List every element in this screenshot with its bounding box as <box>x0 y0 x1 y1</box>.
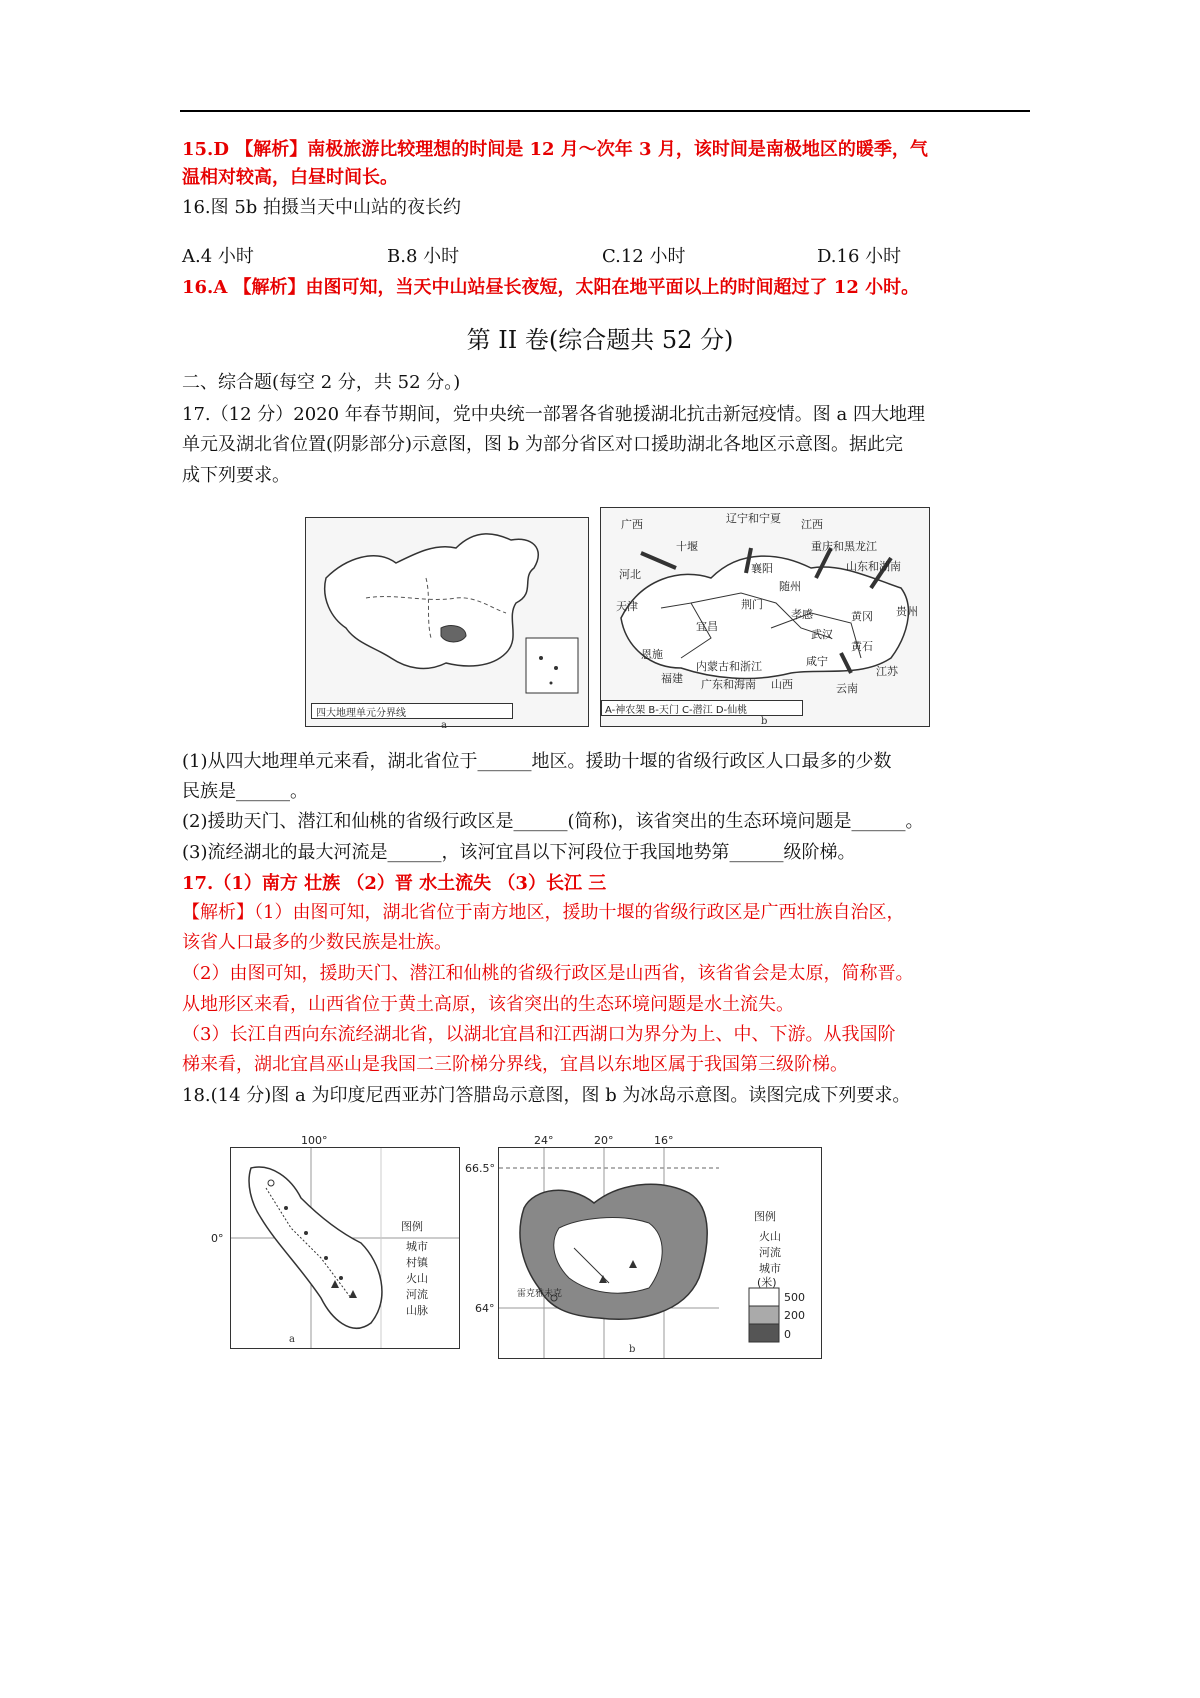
section-title: 第 II 卷(综合题共 52 分) <box>466 326 734 354</box>
figure-a-legend-box <box>311 703 513 719</box>
elevation-0: 0 <box>784 1328 791 1341</box>
figure-b-caption: b <box>761 716 768 727</box>
map-label: 广西 <box>621 518 643 531</box>
legend-title: 图例 <box>401 1220 423 1233</box>
map-label: 内蒙古和浙江 <box>696 660 762 673</box>
latitude-label: 0° <box>211 1232 224 1245</box>
map-label: 贵州 <box>896 605 918 618</box>
figure-b-legend: A-神农架 B-天门 C-潜江 D-仙桃 <box>605 705 748 716</box>
q17-sub1-a: (1)从四大地理单元来看，湖北省位于______地区。援助十堰的省级行政区人口最多的少数 <box>182 751 892 772</box>
legend-city: 城市 <box>759 1262 781 1275</box>
map-label: 孝感 <box>791 608 813 621</box>
q15-answer-cont: 温相对较高，白昼时间长。 <box>182 167 398 188</box>
q17-explanation-3a: （3）长江自西向东流经湖北省，以湖北宜昌和江西湖口为界分为上、中、下游。从我国阶 <box>182 1024 896 1045</box>
figure-b-legend-box <box>601 700 803 716</box>
q16-answer: 16.A 【解析】由图可知，当天中山站昼长夜短，太阳在地平面以上的时间超过了 12 小时。 <box>182 277 920 298</box>
figure-a-legend: 四大地理单元分界线 <box>316 708 406 719</box>
map-label: 随州 <box>779 580 801 593</box>
legend-unit: (米) <box>757 1276 777 1289</box>
figure-a-caption: a <box>289 1334 295 1345</box>
map-label: 咸宁 <box>806 655 828 668</box>
q18-figure-a-sumatra-map <box>211 1134 460 1349</box>
q17-explanation-2a: （2）由图可知，援助天门、潜江和仙桃的省级行政区是山西省，该省省会是太原，简称晋。 <box>182 963 914 984</box>
longitude-label: 100° <box>301 1134 328 1147</box>
map-label: 黄石 <box>851 640 873 653</box>
map-label: 福建 <box>661 672 683 685</box>
latitude-label: 66.5° <box>465 1162 495 1175</box>
longitude-label: 16° <box>654 1134 674 1147</box>
q17-sub1-b: 民族是______。 <box>182 781 308 802</box>
q16-option-b: B.8 小时 <box>387 246 460 267</box>
q17-stem-1: 17.（12 分）2020 年春节期间，党中央统一部署各省驰援湖北抗击新冠疫情。图 a 四大地理 <box>182 404 925 425</box>
q17-explanation-2b: 从地形区来看，山西省位于黄土高原，该省突出的生态环境问题是水土流失。 <box>182 994 794 1015</box>
map-label: 天津 <box>616 600 638 613</box>
section-subtitle: 二、综合题(每空 2 分，共 52 分。) <box>182 372 461 393</box>
figure-b-caption: b <box>629 1344 636 1355</box>
map-label: 山东和湖南 <box>846 560 901 573</box>
longitude-label: 24° <box>534 1134 554 1147</box>
figure-a-caption: a <box>441 720 447 731</box>
q16-option-c: C.12 小时 <box>602 246 686 267</box>
q15-answer: 15.D 【解析】南极旅游比较理想的时间是 12 月～次年 3 月，该时间是南极地区的暖季，气 <box>182 139 928 160</box>
q17-explanation-3b: 梯来看，湖北宜昌巫山是我国二三阶梯分界线，宜昌以东地区属于我国第三级阶梯。 <box>182 1054 848 1075</box>
map-label: 江西 <box>801 518 823 531</box>
q17-sub2: (2)援助天门、潜江和仙桃的省级行政区是______(简称)，该省突出的生态环境问题是______。 <box>182 811 924 832</box>
q17-explanation-1a: 【解析】（1）由图可知，湖北省位于南方地区，援助十堰的省级行政区是广西壮族自治区， <box>182 902 905 923</box>
legend-town: 村镇 <box>406 1256 428 1269</box>
latitude-label: 64° <box>475 1302 495 1315</box>
q17-stem-2: 单元及湖北省位置(阴影部分)示意图，图 b 为部分省区对口援助湖北各地区示意图。据此完 <box>182 434 904 455</box>
city-label: 雷克雅未克 <box>517 1289 563 1299</box>
q18-stem: 18.(14 分)图 a 为印度尼西亚苏门答腊岛示意图，图 b 为冰岛示意图。读图完成下列要求。 <box>182 1085 911 1106</box>
q18-figure-b-iceland-map <box>465 1134 822 1359</box>
legend-river: 河流 <box>406 1288 428 1301</box>
map-label: 黄冈 <box>851 610 873 623</box>
map-label: 恩施 <box>641 648 663 661</box>
map-label: 襄阳 <box>751 562 773 575</box>
q16-stem: 16.图 5b 拍摄当天中山站的夜长约 <box>182 197 462 218</box>
map-label: 十堰 <box>676 540 698 553</box>
china-map-outline <box>306 518 588 698</box>
map-label: 宜昌 <box>696 620 718 633</box>
q17-explanation-1b: 该省人口最多的少数民族是壮族。 <box>182 932 452 953</box>
map-label: 武汉 <box>811 628 833 641</box>
q17-sub3: (3)流经湖北的最大河流是______，该河宜昌以下河段位于我国地势第______级阶梯。 <box>182 842 856 863</box>
map-label: 重庆和黑龙江 <box>811 540 877 553</box>
map-label: 辽宁和宁夏 <box>726 512 781 525</box>
legend-mountain: 山脉 <box>406 1304 428 1317</box>
q17-figure-b-hubei-aid-map <box>600 507 930 727</box>
longitude-label: 20° <box>594 1134 614 1147</box>
q17-figure-a-china-map <box>305 517 589 731</box>
q16-option-a: A.4 小时 <box>182 246 254 267</box>
map-label: 广东和海南 <box>701 678 756 691</box>
map-label: 河北 <box>619 568 641 581</box>
elevation-500: 500 <box>784 1291 805 1304</box>
legend-title: 图例 <box>754 1210 776 1223</box>
legend-volcano: 火山 <box>406 1272 428 1285</box>
map-label: 云南 <box>836 682 858 695</box>
q17-stem-3: 成下列要求。 <box>182 465 290 486</box>
legend-river: 河流 <box>759 1246 781 1259</box>
legend-city: 城市 <box>406 1240 428 1253</box>
q17-answer: 17.（1）南方 壮族 （2）晋 水土流失 （3）长江 三 <box>182 873 607 894</box>
map-label: 江苏 <box>876 665 898 678</box>
q16-option-d: D.16 小时 <box>817 246 902 267</box>
map-label: 荆门 <box>741 598 763 611</box>
header-rule <box>180 110 1030 112</box>
elevation-200: 200 <box>784 1309 805 1322</box>
legend-volcano: 火山 <box>759 1230 781 1243</box>
map-label: 山西 <box>771 678 793 691</box>
